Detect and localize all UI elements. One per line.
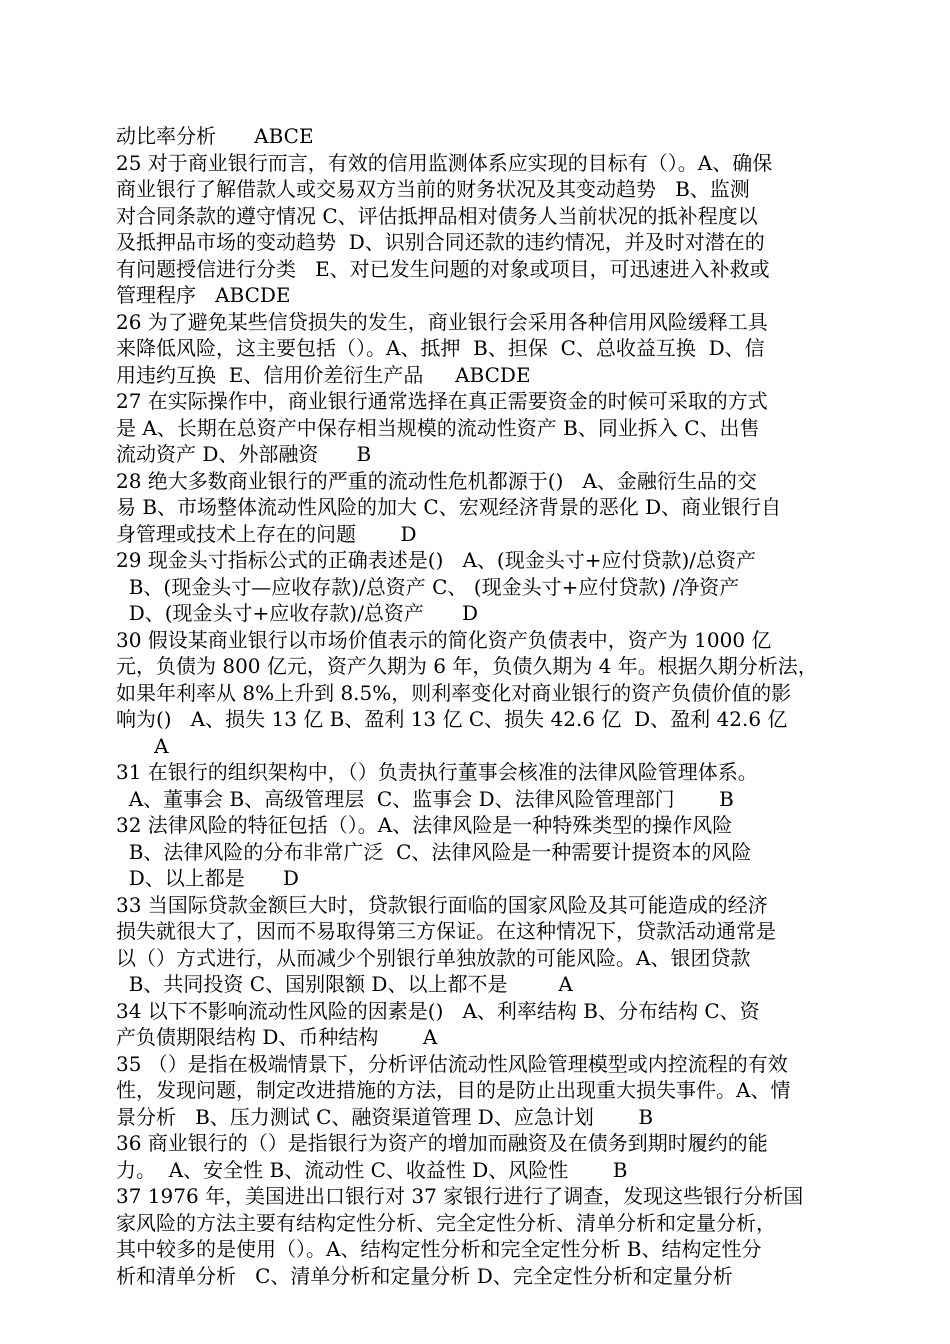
document-body (116, 123, 838, 1289)
text-line: 及抵押品市场的变动趋势 D、识别合同还款的违约情况，并及时对潜在的 (116, 230, 765, 254)
text-line: 商业银行了解借款人或交易双方当前的财务状况及其变动趋势 B、监测 (116, 177, 750, 201)
text-line: A (116, 733, 169, 758)
text-line: 34 以下不影响流动性风险的因素是() A、利率结构 B、分布结构 C、资 (116, 998, 760, 1023)
text-line: 易 B、市场整体流动性风险的加大 C、宏观经济背景的恶化 D、商业银行自 (116, 495, 782, 519)
text-line: 响为() A、损失 13 亿 B、盈利 13 亿 C、损失 42.6 亿 D、盈利 42.6 亿 (116, 707, 788, 731)
text-line: 景分析 B、压力测试 C、融资渠道管理 D、应急计划 B (116, 1104, 654, 1129)
text-line: 用违约互换 E、信用价差衍生产品 ABCDE (116, 362, 531, 387)
text-line: 流动资产 D、外部融资 B (116, 442, 372, 466)
text-line: 31 在银行的组织架构中，（）负责执行董事会核准的法律风险管理体系。 (116, 760, 758, 784)
text-line: 损失就很大了，因而不易取得第三方保证。在这种情况下，贷款活动通常是 (116, 919, 776, 943)
text-line: 26 为了避免某些信贷损失的发生，商业银行会采用各种信用风险缓释工具 (116, 309, 768, 334)
text-line: 如果年利率从 8%上升到 8.5%，则利率变化对商业银行的资产负债价值的影 (116, 680, 792, 705)
text-line: D、以上都是 D (116, 866, 299, 890)
text-line: 27 在实际操作中，商业银行通常选择在真正需要资金的时候可采取的方式 (116, 389, 768, 413)
text-line: 32 法律风险的特征包括（）。A、法律风险是一种特殊类型的操作风险 (116, 813, 733, 837)
text-line: 产负债期限结构 D、币种结构 A (116, 1025, 438, 1049)
text-line: B、共同投资 C、国别限额 D、以上都不是 A (116, 972, 573, 996)
text-line: 36 商业银行的（）是指银行为资产的增加而融资及在债务到期时履约的能 (116, 1131, 768, 1155)
text-line: 35 （）是指在极端情景下，分析评估流动性风险管理模型或内控流程的有效 (116, 1051, 788, 1076)
text-line: 有问题授信进行分类 E、对已发生问题的对象或项目，可迅速进入补救或 (116, 256, 770, 281)
text-line: 是 A、长期在总资产中保存相当规模的流动性资产 B、同业拆入 C、出售 (116, 415, 760, 440)
text-line: 25 对于商业银行而言，有效的信用监测体系应实现的目标有（）。A、确保 (116, 150, 773, 175)
text-line: A、董事会 B、高级管理层 C、监事会 D、法律风险管理部门 B (116, 786, 734, 811)
text-line: 性，发现问题，制定改进措施的方法，目的是防止出现重大损失事件。A、情 (116, 1078, 791, 1102)
text-line: B、(现金头寸—应收存款)/总资产 C、 (现金头寸+应付贷款) /净资产 (116, 574, 740, 599)
text-line: 管理程序 ABCDE (116, 283, 291, 307)
text-line: 元，负债为 800 亿元，资产久期为 6 年，负债久期为 4 年。根据久期分析法， (116, 654, 818, 678)
text-line: B、法律风险的分布非常广泛 C、法律风险是一种需要计提资本的风险 (116, 839, 752, 864)
text-line: 来降低风险，这主要包括（）。A、抵押 B、担保 C、总收益互换 D、信 (116, 336, 765, 360)
text-line: 动比率分析 ABCE (116, 124, 314, 148)
text-line: 28 绝大多数商业银行的严重的流动性危机都源于() A、金融衍生品的交 (116, 468, 757, 493)
text-line: 家风险的方法主要有结构定性分析、完全定性分析、清单分析和定量分析， (116, 1210, 776, 1235)
text-line: 29 现金头寸指标公式的正确表述是() A、(现金头寸+应付贷款)/总资产 (116, 548, 757, 572)
text-line: 力。 A、安全性 B、流动性 C、收益性 D、风险性 B (116, 1157, 628, 1182)
text-line: 析和清单分析 C、清单分析和定量分析 D、完全定性分析和定量分析 (116, 1263, 733, 1288)
text-line: 30 假设某商业银行以市场价值表示的简化资产负债表中，资产为 1000 亿 (116, 627, 772, 652)
text-line: 身管理或技术上存在的问题 D (116, 521, 417, 546)
text-line: 对合同条款的遵守情况 C、评估抵押品相对债务人当前状况的抵补程度以 (116, 203, 758, 228)
text-line: 33 当国际贷款金额巨大时，贷款银行面临的国家风险及其可能造成的经济 (116, 892, 768, 917)
text-line: 37 1976 年，美国进出口银行对 37 家银行进行了调查，发现这些银行分析国 (116, 1184, 804, 1208)
text-line: 以（）方式进行，从而减少个别银行单独放款的可能风险。A、银团贷款 (116, 945, 751, 970)
text-line: 其中较多的是使用（）。A、结构定性分析和完全定性分析 B、结构定性分 (116, 1237, 762, 1261)
text-line: D、(现金头寸+应收存款)/总资产 D (116, 601, 479, 625)
